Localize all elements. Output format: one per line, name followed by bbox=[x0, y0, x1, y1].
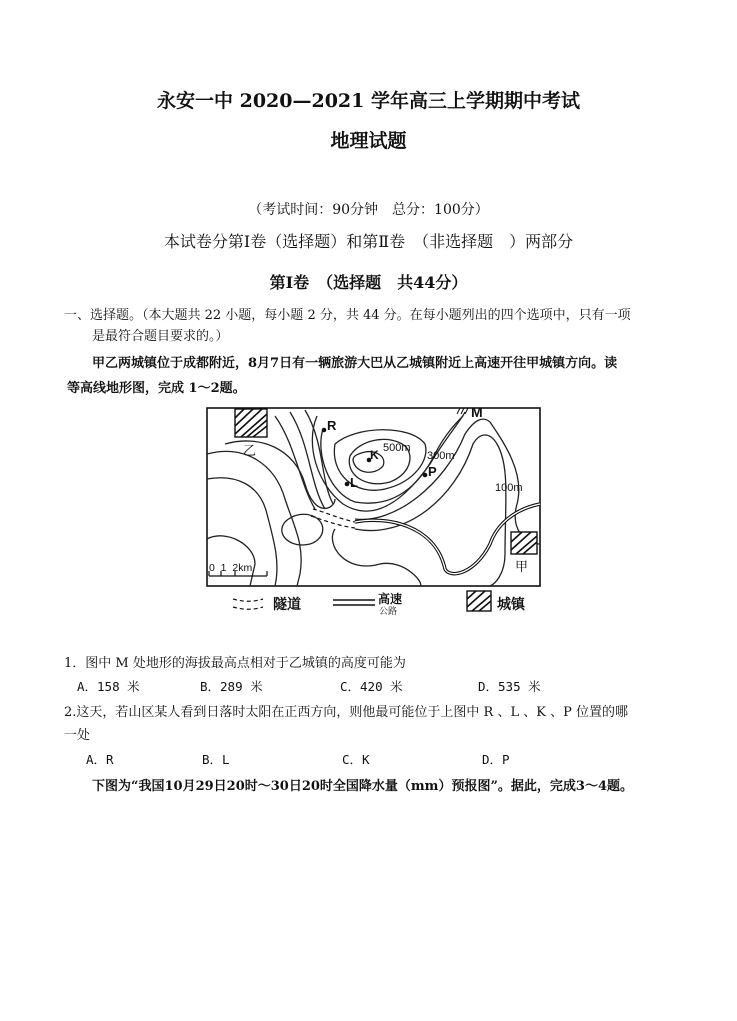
point-r-dot bbox=[322, 428, 327, 433]
exam-subtitle: 地理试题 bbox=[330, 130, 407, 152]
question-1-stem: 1．图中 M 处地形的海拔最高点相对于乙城镇的高度可能为 bbox=[64, 656, 406, 671]
legend-highway-symbol bbox=[333, 600, 375, 605]
exam-title: 永安一中 2020—2021 学年高三上学期期中考试 bbox=[157, 90, 580, 112]
question-2-option-c: C．K bbox=[342, 752, 370, 767]
tunnel-line-b bbox=[311, 516, 355, 528]
contour-map bbox=[205, 404, 545, 644]
legend-tunnel-label: 隧道 bbox=[273, 596, 301, 612]
question-2-option-b: B．L bbox=[202, 752, 230, 767]
contour-100-label: 100m bbox=[495, 482, 523, 494]
exam-info: （考试时间：90分钟 总分：100分） bbox=[248, 202, 489, 218]
legend-town-symbol bbox=[467, 591, 491, 611]
m-peak-ticks bbox=[457, 408, 468, 414]
section-title: 第Ⅰ卷 （选择题 共44分） bbox=[269, 273, 468, 292]
section-instruction-line2: 是最符合题目要求的。） bbox=[92, 329, 229, 344]
point-m-label: M bbox=[471, 404, 483, 420]
intro-line2: 等高线地形图，完成 1～2题。 bbox=[67, 381, 246, 396]
point-k-label: K bbox=[370, 448, 379, 462]
contour-300-label: 300m bbox=[427, 450, 455, 462]
question-2-stem-line1: 2.这天，若山区某人看到日落时太阳在正西方向，则他最可能位于上图中 R 、L 、K 、P 位置的哪 bbox=[64, 705, 628, 720]
town-jia-marker bbox=[511, 532, 537, 554]
next-intro: 下图为“我国10月29日20时～30日20时全国降水量（mm）预报图”。据此，完成3～4题。 bbox=[92, 779, 634, 794]
question-2-option-d: D．P bbox=[482, 752, 510, 767]
exam-structure: 本试卷分第Ⅰ卷（选择题）和第Ⅱ卷 （非选择题 ）两部分 bbox=[163, 232, 574, 251]
scale-label: 0 1 2km bbox=[209, 562, 253, 574]
point-l-label: L bbox=[350, 475, 358, 490]
point-r-label: R bbox=[327, 418, 337, 433]
intro-line1: 甲乙两城镇位于成都附近，8月7日有一辆旅游大巴从乙城镇附近上高速开往甲城镇方向。读 bbox=[92, 356, 618, 371]
question-1-option-c: C．420 米 bbox=[340, 679, 403, 694]
town-yi-label: 乙 bbox=[243, 443, 257, 458]
town-jia-label: 甲 bbox=[515, 559, 529, 574]
section-instruction-line1: 一、选择题。（本大题共 22 小题，每小题 2 分，共 44 分。在每小题列出的四个选项中，只有一项 bbox=[64, 308, 631, 323]
question-1-option-a: A．158 米 bbox=[77, 679, 140, 694]
question-1-option-b: B．289 米 bbox=[200, 679, 263, 694]
legend-town-label: 城镇 bbox=[497, 596, 525, 612]
town-yi-marker bbox=[235, 409, 267, 437]
legend-highway-label-top: 高速 bbox=[378, 592, 403, 606]
contour-500-label: 500m bbox=[383, 442, 411, 454]
question-1-option-d: D．535 米 bbox=[478, 679, 541, 694]
point-l-dot bbox=[345, 482, 350, 487]
point-p-label: P bbox=[428, 464, 437, 479]
legend-tunnel-symbol bbox=[233, 599, 263, 609]
point-p-dot bbox=[423, 473, 428, 478]
question-2-option-a: A．R bbox=[86, 752, 114, 767]
question-2-stem-line2: 一处 bbox=[64, 728, 91, 743]
legend-highway-label-bottom: 公路 bbox=[379, 606, 398, 616]
